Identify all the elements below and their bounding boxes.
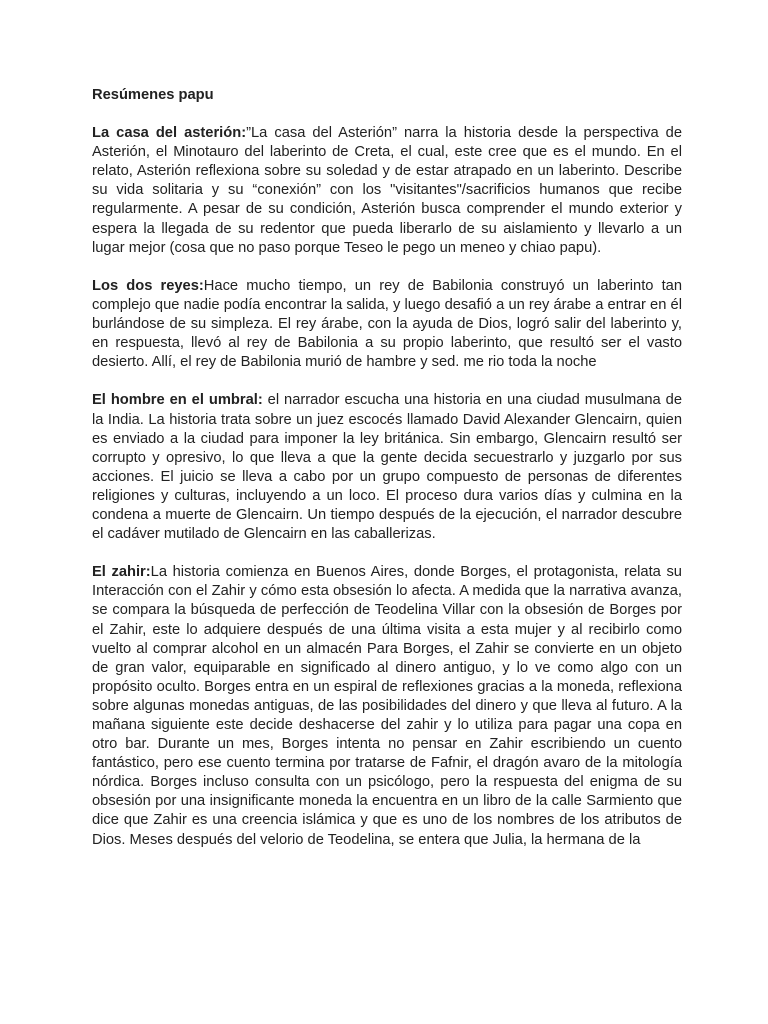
section-la-casa-del-asterion: [92, 124, 682, 258]
section-body: ”La casa del Asterión” narra la historia desde la perspectiva de Asterión, el Minotauro del laberinto de Creta, el cual, este cree que es el mundo. En el relato, Asterión reflexiona sobre su soledad y de estar atrapado en un laberinto. Describe su vida solitaria y su “conexión” con los "visitantes"/sacrificios humanos que recibe regularmente. A pesar de su condición, Asterión busca comprender el mundo exterior y espera la llegada de su redentor que pueda liberarlo de su aislamiento y llevarlo a un lugar mejor (cosa que no paso porque Teseo le pego un meneo y chiao papu).: [92, 125, 682, 256]
section-body: La historia comienza en Buenos Aires, donde Borges, el protagonista, relata su Interacción con el Zahir y cómo esta obsesión lo afecta. A medida que la narrativa avanza, se compara la búsqueda de perfección de Teodelina Villar con la obsesión de Borges por el Zahir, este lo adquiere después de una última visita a esta mujer y al recibirlo como vuelto al comprar alcohol en un almacén Para Borges, el Zahir se convierte en un objeto de gran valor, equiparable en significado al dinero antiguo, y lo ve como algo con un propósito oculto. Borges entra en un espiral de reflexiones gracias a la moneda, reflexiona sobre algunas monedas antiguas, de las posibilidades del dinero y que lleva al futuro. A la mañana siguiente este decide deshacerse del zahir y lo utiliza para pagar una copa en otro bar. Durante un mes, Borges intenta no pensar en Zahir escribiendo un cuento fantástico, pero ese cuento termina por tratarse de Fafnir, el dragón avaro de la mitología nórdica. Borges incluso consulta con un psicólogo, pero la respuesta del enigma de su obsesión por una insignificante moneda la encuentra en un libro de la calle Sarmiento que dice que Zahir es una creencia islámica y que es uno de los nombres de los atributos de Dios. Meses después del velorio de Teodelina, se entera que Julia, la hermana de la: [92, 564, 682, 848]
document-content: [92, 86, 682, 869]
section-body: el narrador escucha una historia en una ciudad musulmana de la India. La historia trata sobre un juez escocés llamado David Alexander Glencairn, quien es enviado a la ciudad para imponer la ley británica. Sin embargo, Glencairn resultó ser corrupto y opresivo, lo que lleva a que la gente decida secuestrarlo y juzgarlo por sus acciones. El juicio se lleva a cabo por un grupo compuesto de personas de diferentes religiones y culturas, incluyendo a un loco. El proceso dura varios días y culmina en la condena a muerte de Glencairn. Un tiempo después de la ejecución, el narrador descubre el cadáver mutilado de Glencairn en las caballerizas.: [92, 392, 682, 543]
section-el-zahir: [92, 563, 682, 849]
section-heading: El zahir:: [92, 564, 151, 581]
section-heading: Los dos reyes:: [92, 277, 204, 294]
document-title: Resúmenes papu: [92, 87, 214, 103]
section-el-hombre-en-el-umbral: [92, 391, 682, 544]
section-los-dos-reyes: [92, 277, 682, 372]
section-heading: El hombre en el umbral:: [92, 392, 263, 409]
section-body: Hace mucho tiempo, un rey de Babilonia construyó un laberinto tan complejo que nadie podía encontrar la salida, y luego desafió a un rey árabe a entrar en él burlándose de su simpleza. El rey árabe, con la ayuda de Dios, logró salir del laberinto y, en respuesta, llevó al rey de Babilonia a su propio laberinto, que resultó ser el vasto desierto. Allí, el rey de Babilonia murió de hambre y sed. me rio toda la noche: [92, 277, 683, 371]
section-heading: La casa del asterión:: [92, 125, 247, 142]
